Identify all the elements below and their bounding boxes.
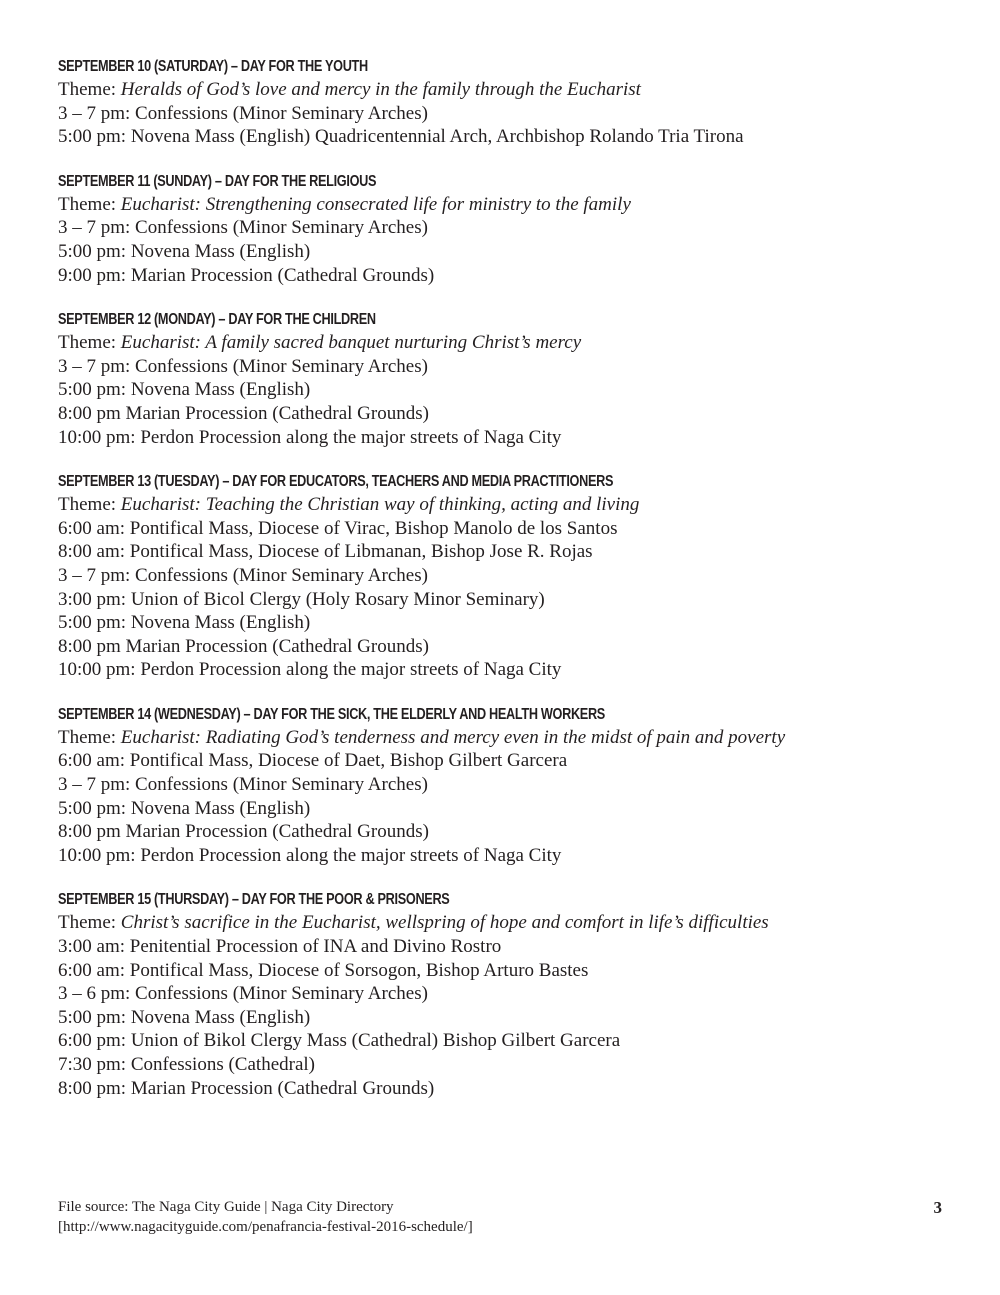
schedule-item: 8:00 pm Marian Procession (Cathedral Grounds)	[58, 635, 429, 657]
theme-text: Eucharist: Strengthening consecrated life for ministry to the family	[120, 193, 631, 215]
theme-text: Eucharist: A family sacred banquet nurturing Christ’s mercy	[120, 332, 582, 354]
schedule-item: 3 – 7 pm: Confessions (Minor Seminary Arches)	[58, 102, 428, 124]
schedule-item: 10:00 pm: Perdon Procession along the major streets of Naga City	[58, 426, 562, 448]
schedule-item: 9:00 pm: Marian Procession (Cathedral Grounds)	[58, 264, 435, 286]
schedule-item: 5:00 pm: Novena Mass (English)	[58, 797, 311, 819]
schedule-item: 3:00 am: Penitential Procession of INA and Divino Rostro	[58, 936, 502, 958]
schedule-item: 5:00 pm: Novena Mass (English)	[58, 612, 311, 634]
day-heading: SEPTEMBER 13 (TUESDAY) – DAY FOR EDUCATORS, TEACHERS AND MEDIA PRACTITIONERS	[58, 473, 614, 491]
schedule-item: 10:00 pm: Perdon Procession along the major streets of Naga City	[58, 659, 562, 681]
schedule-item: 8:00 pm: Marian Procession (Cathedral Grounds)	[58, 1077, 435, 1099]
theme-text: Heralds of God’s love and mercy in the family through the Eucharist	[120, 79, 641, 100]
schedule-item: 6:00 am: Pontifical Mass, Diocese of Virac, Bishop Manolo de los Santos	[58, 517, 618, 539]
schedule-item: 5:00 pm: Novena Mass (English) Quadricentennial Arch, Archbishop Rolando Tria Tirona	[58, 126, 744, 148]
theme-label: Theme:	[58, 912, 121, 934]
schedule-day	[58, 56, 958, 149]
schedule-item: 3:00 pm: Union of Bicol Clergy (Holy Rosary Minor Seminary)	[58, 588, 545, 610]
schedule-day	[58, 171, 958, 287]
schedule-item: 3 – 7 pm: Confessions (Minor Seminary Arches)	[58, 774, 428, 796]
page-number: 3	[933, 1198, 942, 1217]
theme-text: Eucharist: Teaching the Christian way of thinking, acting and living	[120, 494, 640, 516]
theme-text: Eucharist: Radiating God’s tenderness and mercy even in the midst of pain and poverty	[120, 726, 786, 748]
theme-label: Theme:	[58, 193, 121, 215]
theme-label: Theme:	[58, 494, 121, 516]
schedule-day	[58, 471, 958, 682]
schedule-item: 3 – 7 pm: Confessions (Minor Seminary Arches)	[58, 564, 428, 586]
day-heading: SEPTEMBER 11 (SUNDAY) – DAY FOR THE RELIGIOUS	[58, 172, 377, 190]
schedule-item: 6:00 am: Pontifical Mass, Diocese of Sorsogon, Bishop Arturo Bastes	[58, 959, 589, 981]
schedule-day	[58, 889, 958, 1100]
day-heading: SEPTEMBER 15 (THURSDAY) – DAY FOR THE POOR & PRISONERS	[58, 891, 450, 909]
schedule-item: 3 – 7 pm: Confessions (Minor Seminary Arches)	[58, 217, 428, 239]
theme-label: Theme:	[58, 726, 121, 748]
source-line: File source: The Naga City Guide | Naga City Directory	[58, 1199, 394, 1215]
theme-text: Christ’s sacrifice in the Eucharist, wellspring of hope and comfort in life’s difficulties	[120, 912, 769, 934]
theme-line	[58, 331, 958, 355]
page-footer	[58, 1197, 473, 1237]
theme-label: Theme:	[58, 79, 121, 100]
schedule-item: 5:00 pm: Novena Mass (English)	[58, 240, 311, 262]
schedule-item: 8:00 am: Pontifical Mass, Diocese of Libmanan, Bishop Jose R. Rojas	[58, 541, 593, 563]
day-heading: SEPTEMBER 14 (WEDNESDAY) – DAY FOR THE SICK, THE ELDERLY AND HEALTH WORKERS	[58, 705, 605, 723]
theme-line	[58, 726, 958, 750]
theme-line	[58, 493, 958, 517]
schedule-page	[58, 56, 958, 1122]
day-heading: SEPTEMBER 12 (MONDAY) – DAY FOR THE CHILDREN	[58, 311, 376, 329]
schedule-day	[58, 309, 958, 449]
schedule-item: 5:00 pm: Novena Mass (English)	[58, 1006, 311, 1028]
theme-line	[58, 78, 958, 102]
schedule-item: 8:00 pm Marian Procession (Cathedral Grounds)	[58, 402, 429, 424]
schedule-item: 3 – 7 pm: Confessions (Minor Seminary Arches)	[58, 355, 428, 377]
theme-line	[58, 193, 958, 217]
schedule-item: 6:00 pm: Union of Bikol Clergy Mass (Cathedral) Bishop Gilbert Garcera	[58, 1030, 621, 1052]
schedule-item: 7:30 pm: Confessions (Cathedral)	[58, 1054, 315, 1075]
theme-label: Theme:	[58, 332, 121, 354]
source-url: [http://www.nagacityguide.com/penafrancia-festival-2016-schedule/]	[58, 1219, 473, 1235]
schedule-item: 3 – 6 pm: Confessions (Minor Seminary Arches)	[58, 983, 428, 1005]
schedule-item: 6:00 am: Pontifical Mass, Diocese of Daet, Bishop Gilbert Garcera	[58, 750, 568, 772]
schedule-item: 5:00 pm: Novena Mass (English)	[58, 379, 311, 401]
schedule-item: 10:00 pm: Perdon Procession along the major streets of Naga City	[58, 844, 562, 866]
theme-line	[58, 911, 958, 935]
day-heading: SEPTEMBER 10 (SATURDAY) – DAY FOR THE YOUTH	[58, 58, 368, 75]
schedule-item: 8:00 pm Marian Procession (Cathedral Grounds)	[58, 821, 429, 843]
schedule-day	[58, 704, 958, 868]
